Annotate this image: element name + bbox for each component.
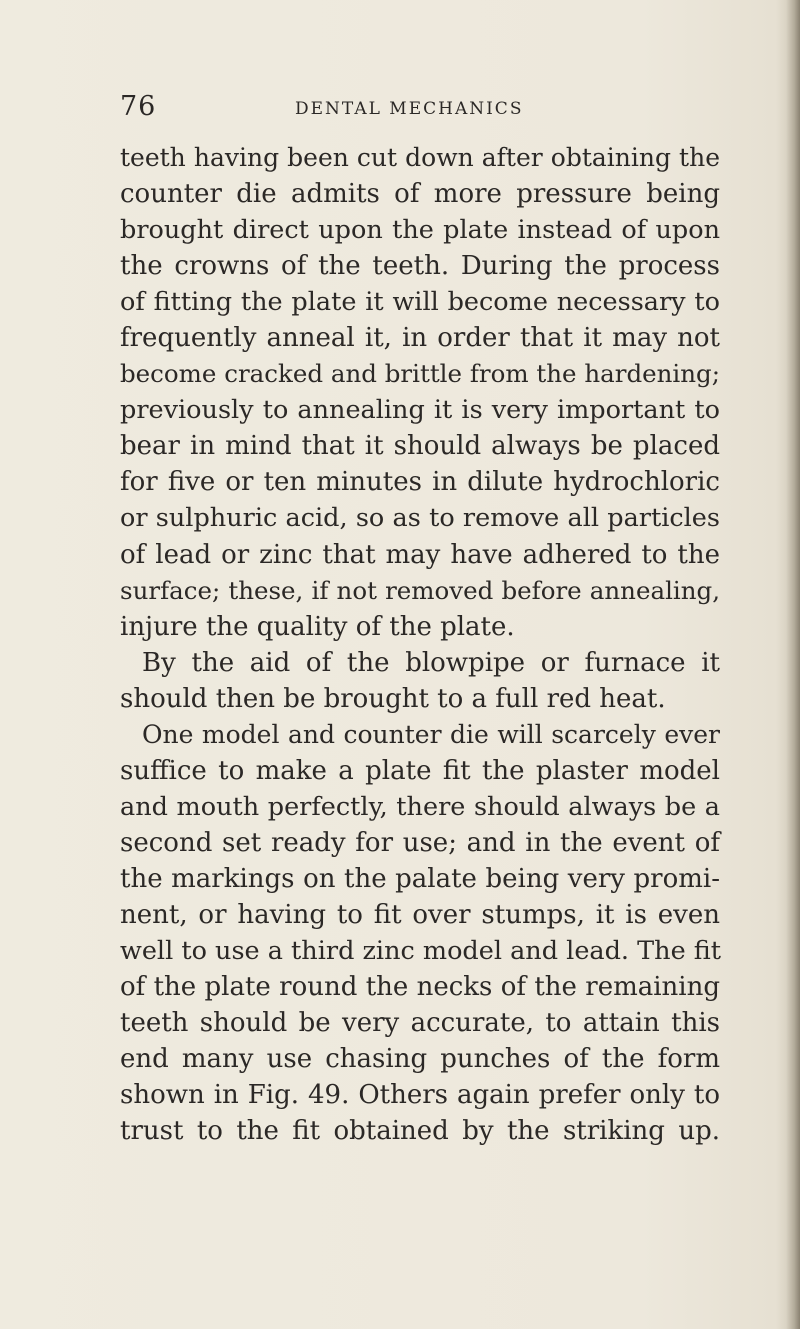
- text-line: previously to annealing it is very important to: [120, 395, 720, 426]
- text-line: surface; these, if not removed before annealing,: [120, 575, 720, 605]
- body-text: [120, 140, 720, 1149]
- text-line: the crowns of the teeth. During the process: [120, 251, 720, 282]
- text-line: end many use chasing punches of the form: [120, 1044, 720, 1075]
- text-line: become cracked and brittle from the hardening;: [120, 359, 720, 389]
- text-line: trust to the fit obtained by the striking up.: [120, 1116, 720, 1147]
- text-line: frequently anneal it, in order that it may not: [120, 323, 720, 354]
- text-line: of lead or zinc that may have adhered to the: [120, 539, 720, 570]
- text-line: bear in mind that it should always be placed: [120, 431, 720, 462]
- text-line: teeth should be very accurate, to attain this: [120, 1008, 720, 1039]
- page-header: [120, 92, 720, 126]
- text-line: nent, or having to fit over stumps, it is even: [120, 899, 720, 930]
- text-line: suffice to make a plate fit the plaster model: [120, 755, 720, 786]
- text-line: and mouth perfectly, there should always be a: [120, 791, 720, 822]
- text-line: One model and counter die will scarcely ever: [142, 719, 720, 749]
- text-line: By the aid of the blowpipe or furnace it: [142, 647, 720, 678]
- text-line: counter die admits of more pressure being: [120, 179, 720, 210]
- text-line: shown in Fig. 49. Others again prefer only to: [120, 1080, 720, 1111]
- text-line: brought direct upon the plate instead of upon: [120, 215, 720, 246]
- text-line: should then be brought to a full red heat.: [120, 683, 666, 714]
- text-line: or sulphuric acid, so as to remove all particles: [120, 503, 720, 534]
- text-line: of the plate round the necks of the remaining: [120, 972, 720, 1003]
- text-line: injure the quality of the plate.: [120, 611, 515, 642]
- page-edge-shadow: [786, 0, 800, 1329]
- running-title: DENTAL MECHANICS: [295, 99, 524, 119]
- text-line: for five or ten minutes in dilute hydrochloric: [120, 467, 720, 498]
- text-line: well to use a third zinc model and lead. The fit: [120, 936, 722, 967]
- text-line: teeth having been cut down after obtaining the: [120, 143, 720, 172]
- text-line: second set ready for use; and in the event of: [120, 827, 720, 858]
- page-number: 76: [120, 91, 157, 122]
- text-line: the markings on the palate being very promi-: [120, 863, 720, 894]
- text-line: of fitting the plate it will become necessary to: [120, 287, 720, 318]
